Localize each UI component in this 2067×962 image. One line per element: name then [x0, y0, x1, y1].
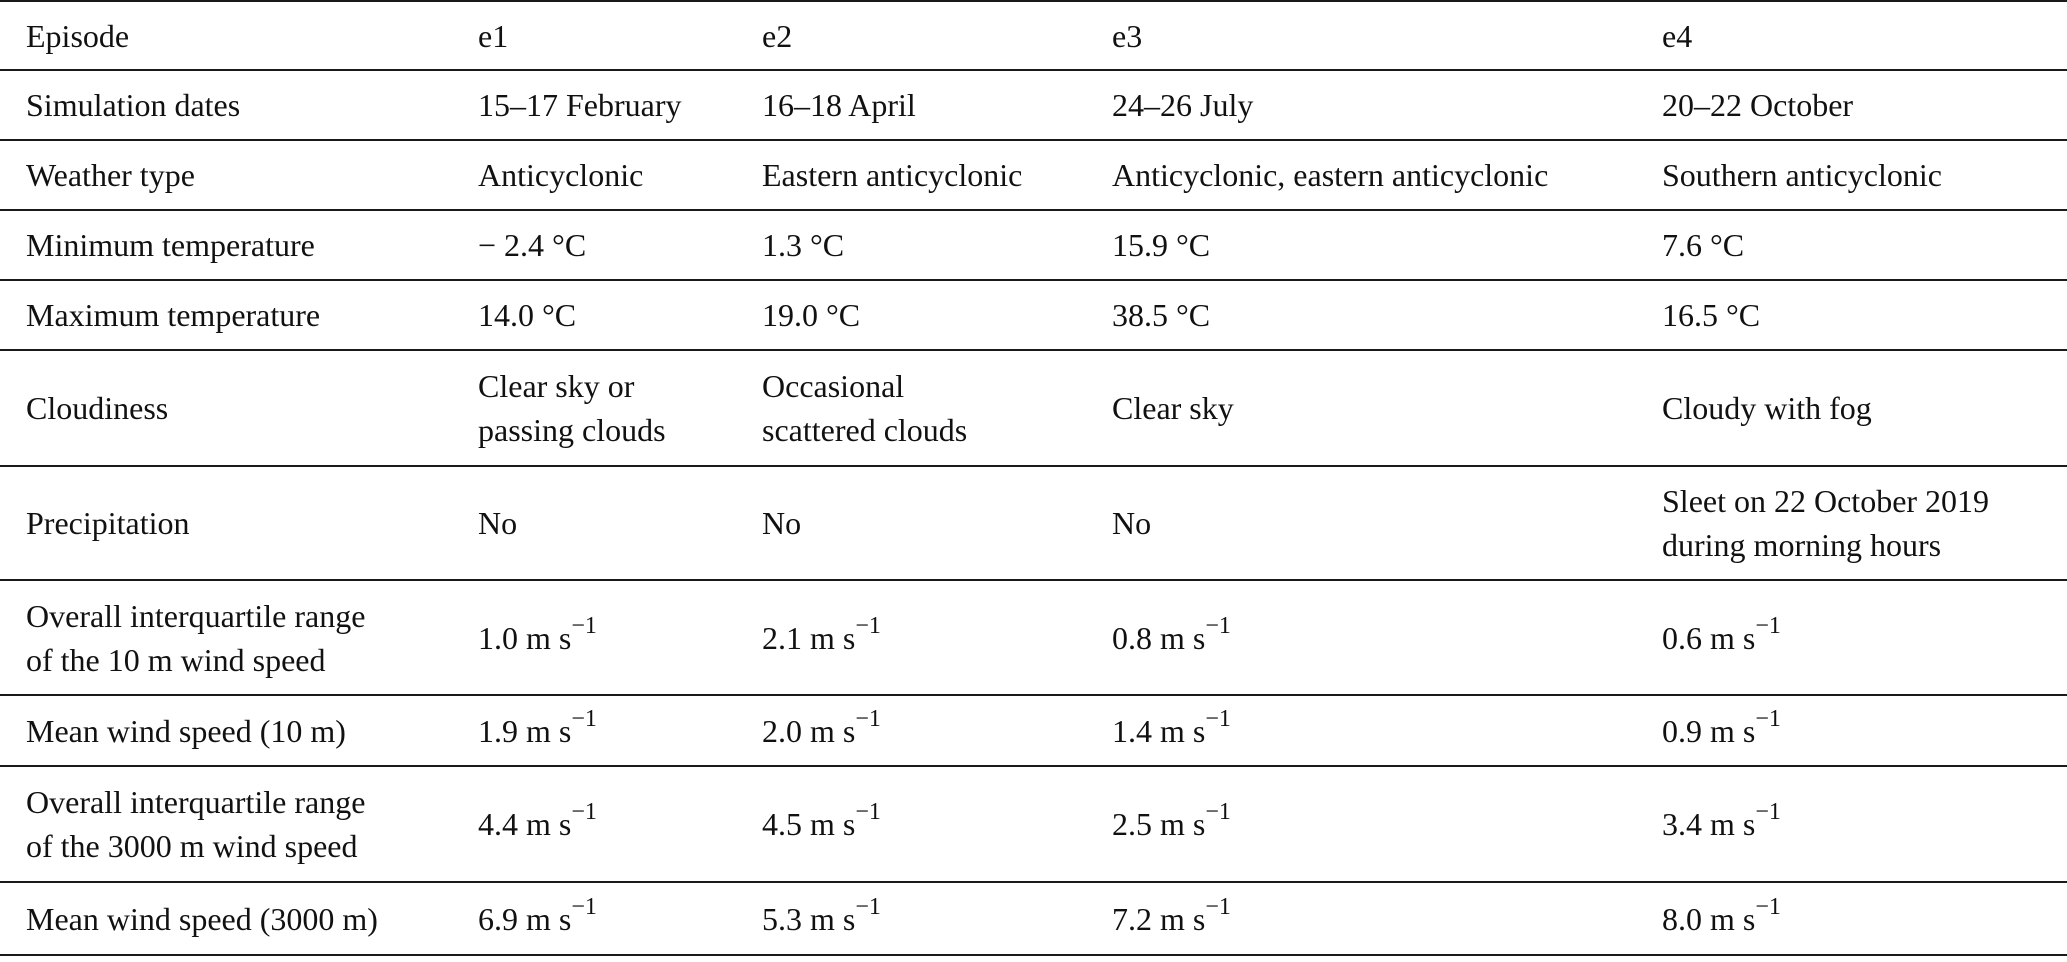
row-label: Maximum temperature: [0, 280, 452, 350]
cell-e1: No: [452, 466, 736, 580]
table-row-episode: [0, 1, 2067, 70]
cell-e3: 7.2 m $s^{-1}$: [1086, 882, 1636, 955]
cell-e4: e4: [1636, 1, 2067, 70]
row-label: Simulation dates: [0, 70, 452, 140]
table-row-mean-wind-speed-3000m: [0, 882, 2067, 955]
cell-e4: 16.5 °C: [1636, 280, 2067, 350]
table-row-mean-wind-speed-10m: [0, 695, 2067, 766]
table-row-weather-type: [0, 140, 2067, 210]
row-label: Cloudiness: [0, 350, 452, 466]
cell-e4: Southern anticyclonic: [1636, 140, 2067, 210]
row-label: Overall interquartile range of the 10 m wind speed: [0, 580, 452, 695]
table-row-minimum-temperature: [0, 210, 2067, 280]
cell-e1: 1.9 m $s^{-1}$: [452, 695, 736, 766]
cell-e3: No: [1086, 466, 1636, 580]
cell-e1: 14.0 °C: [452, 280, 736, 350]
row-label: Precipitation: [0, 466, 452, 580]
cell-e1: e1: [452, 1, 736, 70]
cell-e2: 5.3 m $s^{-1}$: [736, 882, 1086, 955]
cell-e3: 38.5 °C: [1086, 280, 1636, 350]
cell-e4: 3.4 m $s^{-1}$: [1636, 766, 2067, 882]
row-label: Minimum temperature: [0, 210, 452, 280]
row-label: Overall interquartile range of the 3000 m wind speed: [0, 766, 452, 882]
cell-e2: e2: [736, 1, 1086, 70]
cell-e2: 16–18 April: [736, 70, 1086, 140]
cell-e3: 24–26 July: [1086, 70, 1636, 140]
table-row-cloudiness: [0, 350, 2067, 466]
cell-e2: No: [736, 466, 1086, 580]
table-row-maximum-temperature: [0, 280, 2067, 350]
cell-e2: 4.5 m $s^{-1}$: [736, 766, 1086, 882]
cell-e4: Cloudy with fog: [1636, 350, 2067, 466]
cell-e4: 20–22 October: [1636, 70, 2067, 140]
table-row-simulation-dates: [0, 70, 2067, 140]
cell-e1: Anticyclonic: [452, 140, 736, 210]
cell-e2: Occasional scattered clouds: [736, 350, 1086, 466]
cell-e4: 7.6 °C: [1636, 210, 2067, 280]
cell-e3: Clear sky: [1086, 350, 1636, 466]
cell-e4: Sleet on 22 October 2019 during morning hours: [1636, 466, 2067, 580]
cell-e3: Anticyclonic, eastern anticyclonic: [1086, 140, 1636, 210]
cell-e1: 6.9 m $s^{-1}$: [452, 882, 736, 955]
row-label: Mean wind speed (3000 m): [0, 882, 452, 955]
row-label: Mean wind speed (10 m): [0, 695, 452, 766]
table-row-precipitation: [0, 466, 2067, 580]
cell-e1: 15–17 February: [452, 70, 736, 140]
cell-e1: 4.4 m $s^{-1}$: [452, 766, 736, 882]
cell-e4: 0.6 m $s^{-1}$: [1636, 580, 2067, 695]
row-label: Weather type: [0, 140, 452, 210]
cell-e4: 8.0 m $s^{-1}$: [1636, 882, 2067, 955]
table-row-iqr-3000m-wind-speed: [0, 766, 2067, 882]
cell-e2: 1.3 °C: [736, 210, 1086, 280]
cell-e4: 0.9 m $s^{-1}$: [1636, 695, 2067, 766]
cell-e1: Clear sky or passing clouds: [452, 350, 736, 466]
row-label: Episode: [0, 1, 452, 70]
cell-e2: 2.0 m $s^{-1}$: [736, 695, 1086, 766]
cell-e3: 2.5 m $s^{-1}$: [1086, 766, 1636, 882]
cell-e3: 0.8 m $s^{-1}$: [1086, 580, 1636, 695]
cell-e2: Eastern anticyclonic: [736, 140, 1086, 210]
cell-e1: − 2.4 °C: [452, 210, 736, 280]
cell-e2: 19.0 °C: [736, 280, 1086, 350]
cell-e2: 2.1 m $s^{-1}$: [736, 580, 1086, 695]
cell-e1: 1.0 m $s^{-1}$: [452, 580, 736, 695]
table-row-iqr-10m-wind-speed: [0, 580, 2067, 695]
cell-e3: 1.4 m $s^{-1}$: [1086, 695, 1636, 766]
cell-e3: e3: [1086, 1, 1636, 70]
cell-e3: 15.9 °C: [1086, 210, 1636, 280]
